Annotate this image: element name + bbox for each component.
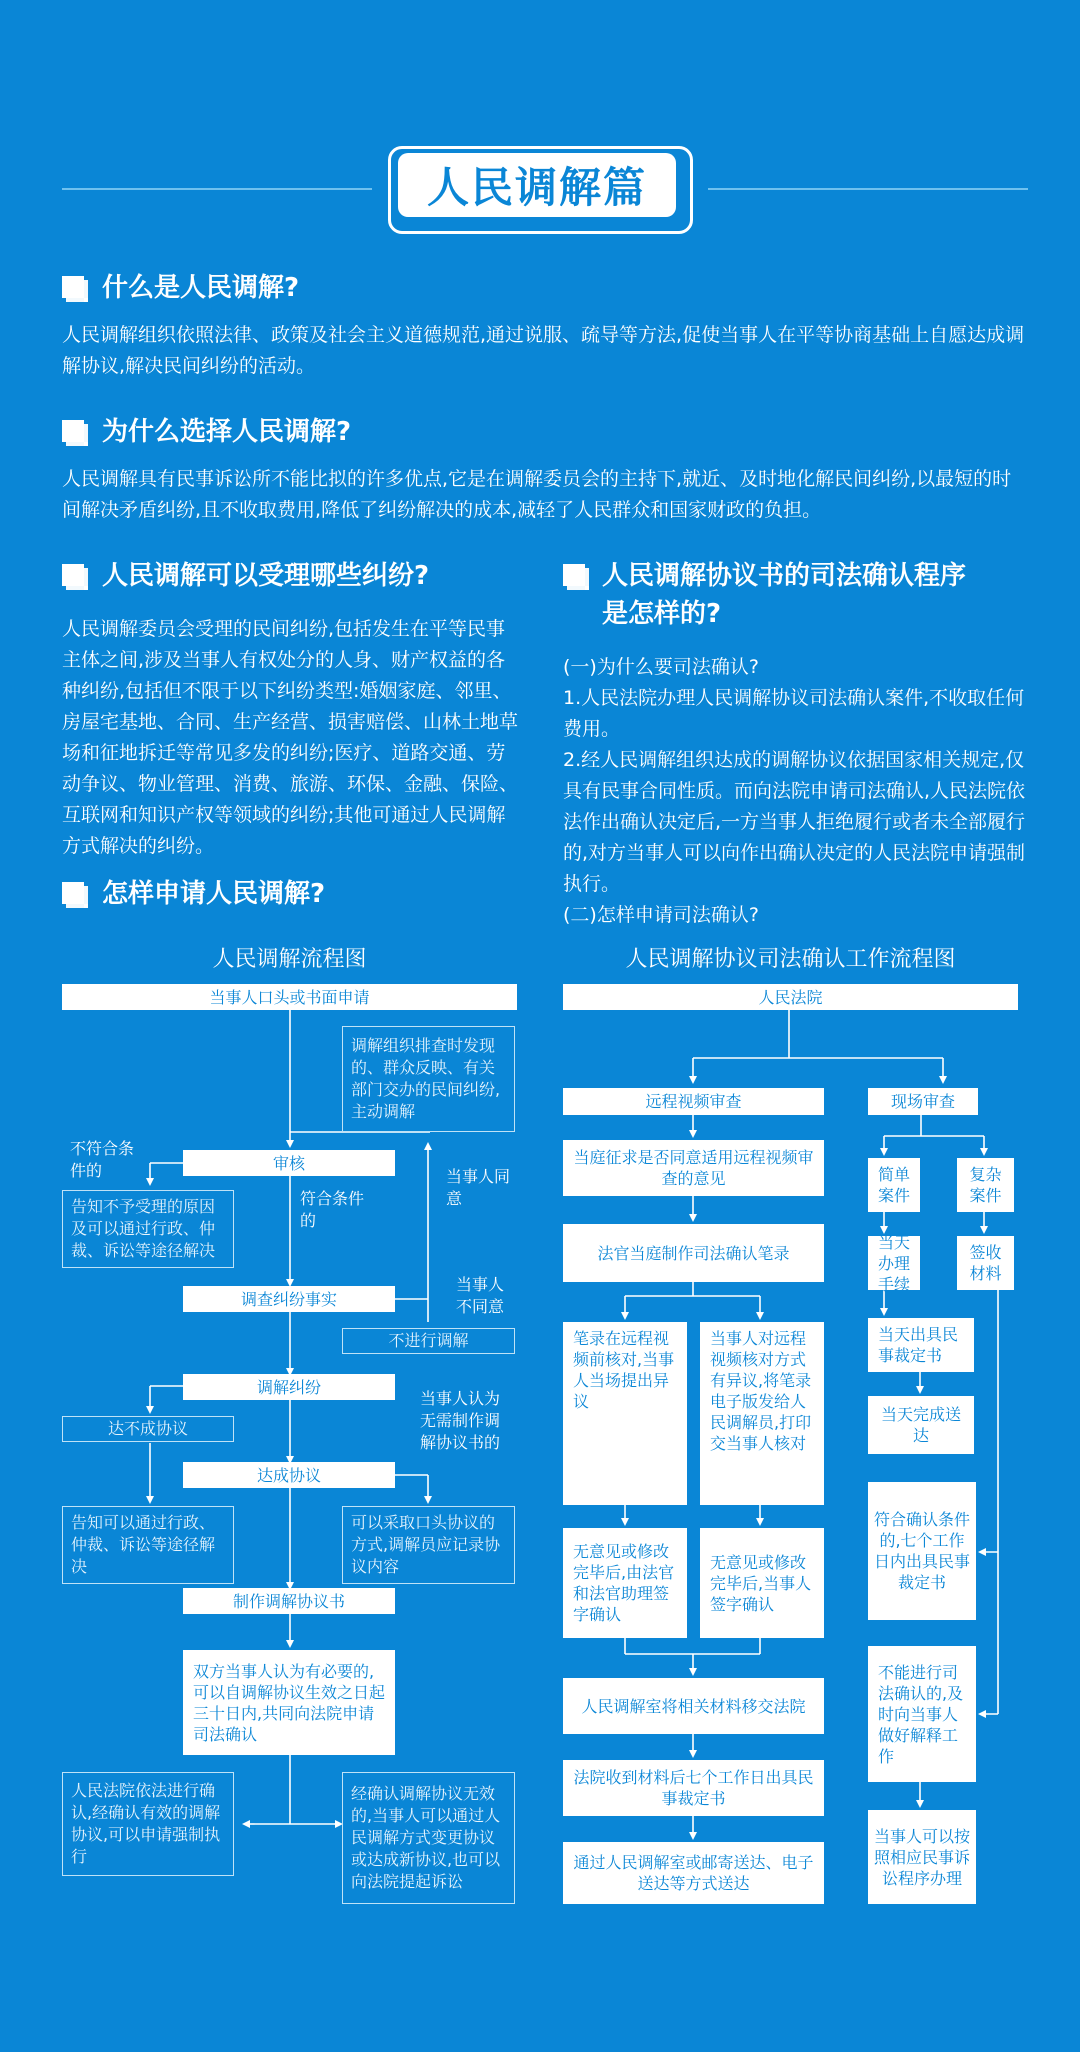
flow-qualified-label: 符合条件的	[300, 1189, 365, 1230]
flow-sign-material-box: 签收材料	[957, 1236, 1014, 1290]
flow-objection-box: 当事人对远程视频核对方式有异议,将笔录电子版发给人民调解员,打印交当事人核对	[700, 1322, 824, 1505]
flow-no-agreement-box: 达不成协议	[62, 1416, 234, 1442]
flow-no-objection-a-box: 无意见或修改完毕后,由法官和法官助理签字确认	[563, 1528, 687, 1638]
flow-transfer-box: 人民调解室将相关材料移交法院	[563, 1678, 824, 1734]
flow-apply-box: 当事人口头或书面申请	[62, 984, 517, 1010]
flow-notify-other-box: 告知可以通过行政、仲裁、诉讼等途径解决	[62, 1506, 234, 1584]
flow-party-agree-label: 当事人同意	[446, 1167, 511, 1208]
flow-left-title: 人民调解流程图	[212, 947, 367, 972]
flow-verify-record-box: 笔录在远程视频前核对,当事人当场提出异议	[563, 1322, 687, 1505]
flow-not-qualified-label: 不符合条件的	[70, 1139, 135, 1180]
flow-same-day-proc-box: 当天办理手续	[868, 1236, 920, 1290]
flow-complex-box: 复杂案件	[957, 1158, 1014, 1212]
flow-judge-record-box: 法官当庭制作司法确认笔录	[563, 1224, 824, 1282]
flow-simple-box: 简单案件	[868, 1158, 920, 1212]
flow-review-box: 审核	[183, 1150, 395, 1176]
section-body-why: 人民调解具有民事诉讼所不能比拟的许多优点,它是在调解委员会的主持下,就近、及时地化解民间纠纷,以最短的时间解决矛盾纠纷,且不收取费用,降低了纠纷解决的成本,减轻了人民群众和国家财政的负担。	[62, 468, 1012, 521]
flow-notify-reject-box: 告知不予受理的原因及可以通过行政、仲裁、诉讼等途径解决	[62, 1190, 234, 1268]
flow-screening-box: 调解组织排查时发现的、群众反映、有关部门交办的民间纠纷,主动调解	[342, 1026, 515, 1132]
flow-deliver-box: 通过人民调解室或邮寄送达、电子送达等方式送达	[563, 1842, 824, 1904]
flow-right-title: 人民调解协议司法确认工作流程图	[625, 947, 956, 972]
flow-no-written-label: 当事人认为无需制作调解协议书的	[420, 1389, 501, 1452]
section-heading-apply: 怎样申请人民调解?	[102, 879, 326, 909]
flow-litigation-box: 当事人可以按照相应民事诉讼程序办理	[868, 1810, 976, 1904]
section-heading-why: 为什么选择人民调解?	[102, 417, 352, 447]
page-title: 人民调解篇	[398, 153, 676, 217]
flow-investigate-box: 调查纠纷事实	[183, 1286, 395, 1312]
flow-mediate-box: 调解纠纷	[183, 1374, 395, 1400]
section-heading-judicial-2: 是怎样的?	[602, 599, 722, 629]
flow-apply-confirm-box: 双方当事人认为有必要的,可以自调解协议生效之日起三十日内,共同向法院申请司法确认	[183, 1650, 395, 1755]
flow-ask-remote-box: 当庭征求是否同意适用远程视频审查的意见	[563, 1140, 824, 1196]
judicial-q1: (一)为什么要司法确认?	[563, 656, 759, 678]
flow-make-agreement-box: 制作调解协议书	[183, 1588, 395, 1614]
flow-party-disagree-label: 当事人不同意	[456, 1275, 505, 1316]
flow-seven-days-box: 符合确认条件的,七个工作日内出具民事裁定书	[868, 1482, 976, 1620]
judicial-p2: 2.经人民调解组织达成的调解协议依据国家相关规定,仅具有民事合同性质。而向法院申请司法确认,人民法院依法作出确认决定后,一方当事人拒绝履行或者未全部履行的,对方当事人可以向作出确认决定的人民法院申请强制执行。	[563, 749, 1026, 895]
flow-cannot-confirm-box: 不能进行司法确认的,及时向当事人做好解释工作	[868, 1646, 976, 1782]
flow-no-mediation-box: 不进行调解	[342, 1328, 515, 1354]
flow-agreement-box: 达成协议	[183, 1462, 395, 1488]
flow-confirm-invalid-box: 经确认调解协议无效的,当事人可以通过人民调解方式变更协议或达成新协议,也可以向法院提起诉讼	[342, 1772, 515, 1904]
section-body-what: 人民调解组织依照法律、政策及社会主义道德规范,通过说服、疏导等方法,促使当事人在平等协商基础上自愿达成调解协议,解决民间纠纷的活动。	[62, 324, 1025, 377]
flow-court-confirm-box: 人民法院依法进行确认,经确认有效的调解协议,可以申请强制执行	[62, 1772, 234, 1876]
flow-court-box: 人民法院	[563, 984, 1018, 1010]
flow-no-objection-b-box: 无意见或修改完毕后,当事人签字确认	[700, 1528, 824, 1638]
flow-remote-box: 远程视频审查	[563, 1088, 824, 1115]
judicial-p1: 1.人民法院办理人民调解协议司法确认案件,不收取任何费用。	[563, 687, 1025, 740]
flow-same-day-ruling-box: 当天出具民事裁定书	[868, 1318, 974, 1372]
flow-court-receive-box: 法院收到材料后七个工作日出具民事裁定书	[563, 1760, 824, 1816]
section-heading-scope: 人民调解可以受理哪些纠纷?	[102, 561, 430, 591]
flow-oral-agreement-box: 可以采取口头协议的方式,调解员应记录协议内容	[342, 1506, 515, 1584]
flow-same-day-deliver-box: 当天完成送达	[868, 1396, 974, 1454]
section-heading-judicial: 人民调解协议书的司法确认程序	[602, 561, 967, 591]
flow-onsite-box: 现场审查	[868, 1088, 978, 1115]
judicial-q2: (二)怎样申请司法确认?	[563, 904, 759, 926]
section-heading-what: 什么是人民调解?	[102, 273, 300, 303]
section-body-scope: 人民调解委员会受理的民间纠纷,包括发生在平等民事主体之间,涉及当事人有权处分的人身、财产权益的各种纠纷,包括但不限于以下纠纷类型:婚姻家庭、邻里、房屋宅基地、合同、生产经营、损害赔偿、山林土地草场和征地拆迁等常见多发的纠纷;医疗、道路交通、劳动争议、物业管理、消费、旅游、环保、金融、保险、互联网和知识产权等领域的纠纷;其他可通过人民调解方式解决的纠纷。	[62, 618, 519, 857]
